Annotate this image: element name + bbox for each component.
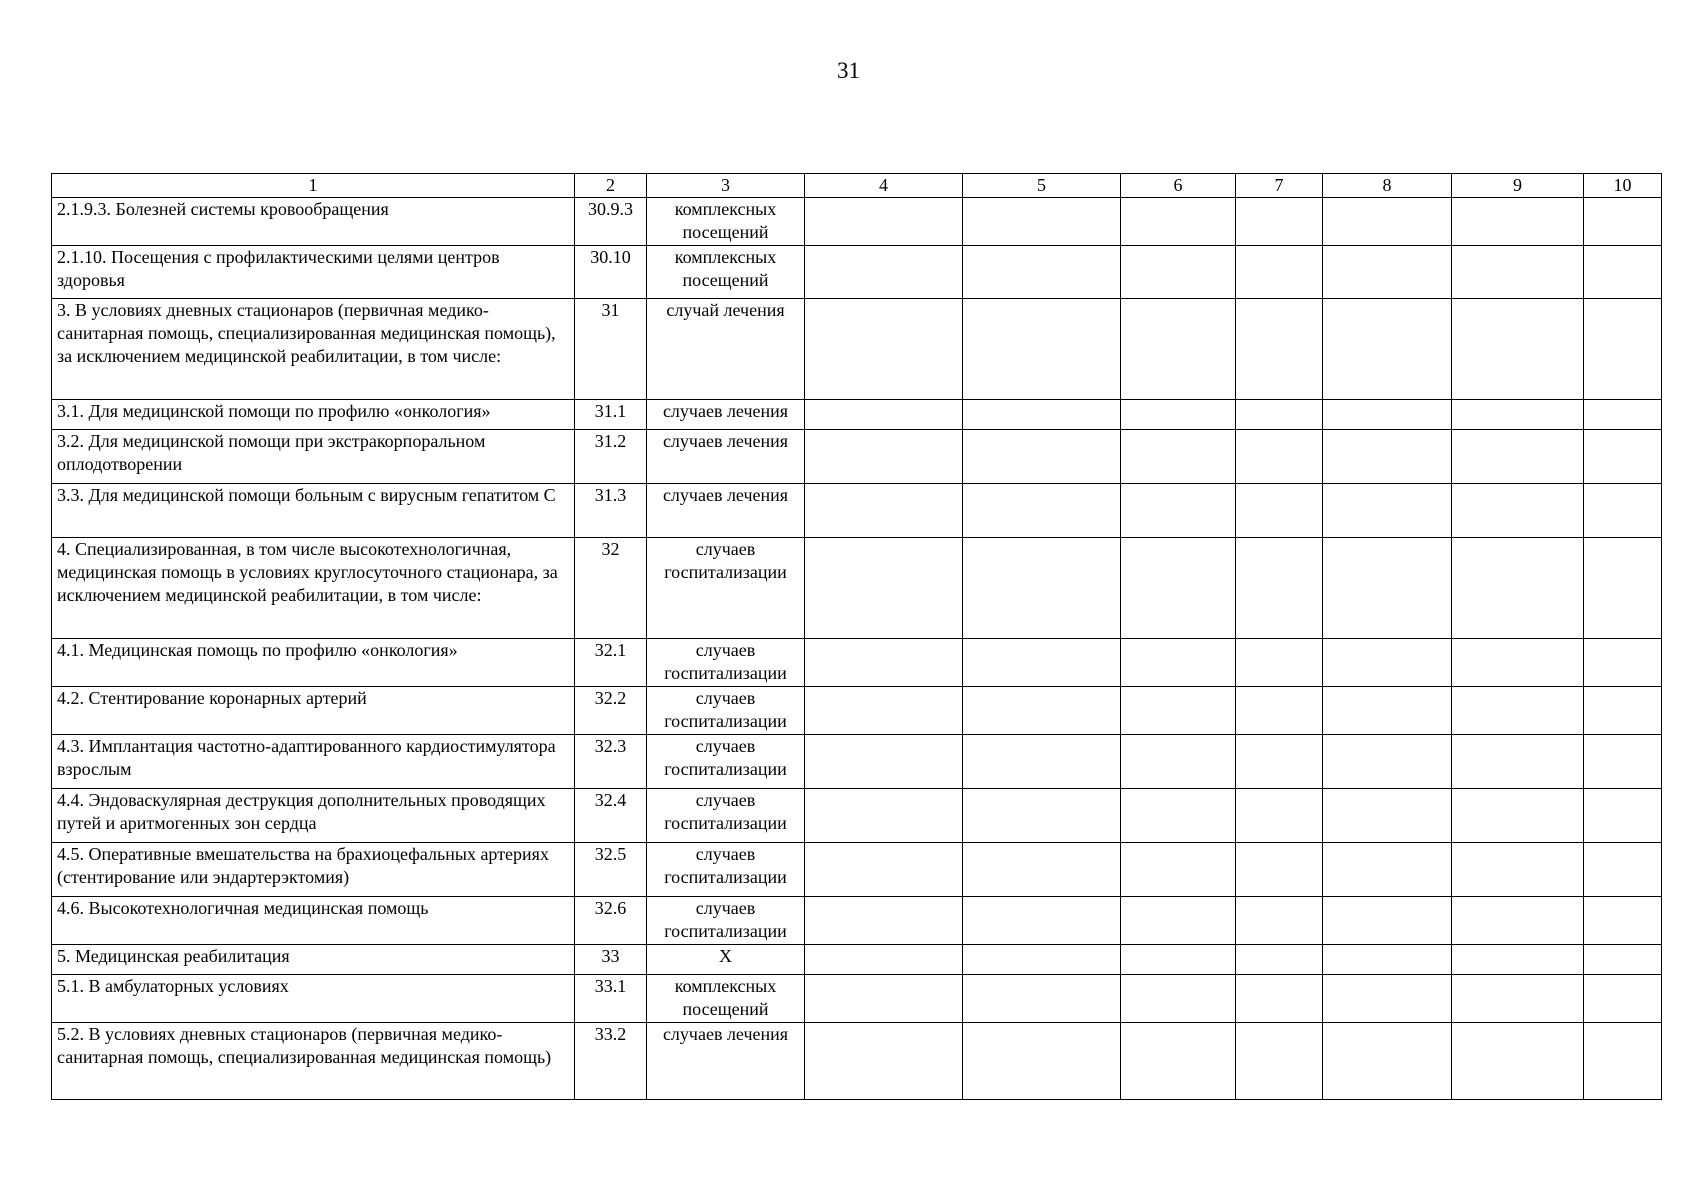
page-number: 31 — [837, 58, 860, 83]
value-cell — [963, 735, 1121, 789]
value-cell — [805, 299, 963, 400]
value-cell — [1323, 897, 1452, 945]
value-cell — [1236, 299, 1323, 400]
value-cell — [1121, 975, 1236, 1023]
value-cell — [1121, 639, 1236, 687]
value-cell — [1452, 639, 1584, 687]
table-row — [52, 789, 1662, 843]
value-cell — [1584, 897, 1662, 945]
unit-of-measure: случаев госпитализации — [647, 897, 805, 945]
value-cell — [1584, 945, 1662, 975]
value-cell — [1236, 975, 1323, 1023]
value-cell — [1584, 975, 1662, 1023]
value-cell — [1236, 843, 1323, 897]
value-cell — [805, 789, 963, 843]
unit-of-measure: комплексных посещений — [647, 198, 805, 246]
column-number: 1 — [52, 174, 575, 198]
value-cell — [1323, 735, 1452, 789]
table-row — [52, 1023, 1662, 1100]
indicator-name: 3.3. Для медицинской помощи больным с вирусным гепатитом С — [52, 484, 575, 538]
value-cell — [1584, 299, 1662, 400]
value-cell — [1236, 198, 1323, 246]
value-cell — [1452, 484, 1584, 538]
value-cell — [963, 897, 1121, 945]
unit-of-measure: случаев госпитализации — [647, 843, 805, 897]
value-cell — [805, 735, 963, 789]
value-cell — [1452, 538, 1584, 639]
indicator-name: 4. Специализированная, в том числе высокотехнологичная, медицинская помощь в условиях круглосуточного стационара, за исключением медицинской реабилитации, в том числе: — [52, 538, 575, 639]
value-cell — [1236, 246, 1323, 299]
column-number: 7 — [1236, 174, 1323, 198]
value-cell — [805, 843, 963, 897]
value-cell — [1452, 735, 1584, 789]
indicator-name: 4.5. Оперативные вмешательства на брахиоцефальных артериях (стентирование или эндартерэктомия) — [52, 843, 575, 897]
value-cell — [1584, 687, 1662, 735]
value-cell — [1584, 484, 1662, 538]
table-row — [52, 538, 1662, 639]
value-cell — [805, 945, 963, 975]
column-number-row — [52, 174, 1662, 198]
data-table — [51, 173, 1662, 1100]
column-number: 5 — [963, 174, 1121, 198]
value-cell — [963, 843, 1121, 897]
row-code: 30.10 — [575, 246, 647, 299]
column-number: 6 — [1121, 174, 1236, 198]
value-cell — [1323, 1023, 1452, 1100]
unit-of-measure: случаев лечения — [647, 400, 805, 430]
row-code: 31 — [575, 299, 647, 400]
unit-of-measure: комплексных посещений — [647, 246, 805, 299]
indicator-name: 2.1.9.3. Болезней системы кровообращения — [52, 198, 575, 246]
table-row — [52, 735, 1662, 789]
column-number: 10 — [1584, 174, 1662, 198]
row-code: 30.9.3 — [575, 198, 647, 246]
indicator-name: 4.2. Стентирование коронарных артерий — [52, 687, 575, 735]
value-cell — [1236, 1023, 1323, 1100]
value-cell — [1452, 843, 1584, 897]
value-cell — [1121, 246, 1236, 299]
indicator-name: 5. Медицинская реабилитация — [52, 945, 575, 975]
value-cell — [1323, 538, 1452, 639]
value-cell — [1236, 789, 1323, 843]
value-cell — [1584, 538, 1662, 639]
value-cell — [805, 687, 963, 735]
value-cell — [805, 430, 963, 484]
column-number: 8 — [1323, 174, 1452, 198]
value-cell — [1452, 687, 1584, 735]
table-row — [52, 843, 1662, 897]
value-cell — [1121, 735, 1236, 789]
value-cell — [1236, 639, 1323, 687]
row-code: 32.6 — [575, 897, 647, 945]
indicator-name: 4.1. Медицинская помощь по профилю «онкология» — [52, 639, 575, 687]
indicator-name: 2.1.10. Посещения с профилактическими целями центров здоровья — [52, 246, 575, 299]
value-cell — [1584, 843, 1662, 897]
value-cell — [963, 945, 1121, 975]
row-code: 32.5 — [575, 843, 647, 897]
value-cell — [1121, 843, 1236, 897]
value-cell — [1323, 198, 1452, 246]
value-cell — [805, 538, 963, 639]
table-row — [52, 299, 1662, 400]
indicator-name: 3.2. Для медицинской помощи при экстракорпоральном оплодотворении — [52, 430, 575, 484]
value-cell — [805, 246, 963, 299]
value-cell — [1452, 789, 1584, 843]
value-cell — [1584, 198, 1662, 246]
row-code: 31.2 — [575, 430, 647, 484]
unit-of-measure: случаев госпитализации — [647, 687, 805, 735]
value-cell — [1584, 400, 1662, 430]
value-cell — [1236, 687, 1323, 735]
value-cell — [805, 400, 963, 430]
table-row — [52, 246, 1662, 299]
value-cell — [1236, 735, 1323, 789]
value-cell — [1236, 897, 1323, 945]
table-row — [52, 400, 1662, 430]
row-code: 31.3 — [575, 484, 647, 538]
value-cell — [1452, 246, 1584, 299]
row-code: 33.1 — [575, 975, 647, 1023]
value-cell — [1323, 246, 1452, 299]
value-cell — [1323, 945, 1452, 975]
column-number: 2 — [575, 174, 647, 198]
value-cell — [1452, 975, 1584, 1023]
value-cell — [963, 430, 1121, 484]
value-cell — [963, 975, 1121, 1023]
unit-of-measure: Х — [647, 945, 805, 975]
value-cell — [963, 198, 1121, 246]
value-cell — [1452, 400, 1584, 430]
value-cell — [1236, 945, 1323, 975]
unit-of-measure: комплексных посещений — [647, 975, 805, 1023]
value-cell — [1452, 198, 1584, 246]
value-cell — [963, 538, 1121, 639]
indicator-name: 4.3. Имплантация частотно-адаптированного кардиостимулятора взрослым — [52, 735, 575, 789]
value-cell — [1323, 789, 1452, 843]
value-cell — [1584, 430, 1662, 484]
value-cell — [1121, 400, 1236, 430]
value-cell — [963, 299, 1121, 400]
row-code: 32.3 — [575, 735, 647, 789]
indicator-name: 4.6. Высокотехнологичная медицинская помощь — [52, 897, 575, 945]
unit-of-measure: случаев госпитализации — [647, 639, 805, 687]
value-cell — [1121, 538, 1236, 639]
value-cell — [963, 484, 1121, 538]
row-code: 32.4 — [575, 789, 647, 843]
value-cell — [1323, 975, 1452, 1023]
value-cell — [1452, 897, 1584, 945]
value-cell — [1121, 198, 1236, 246]
value-cell — [805, 198, 963, 246]
row-code: 32 — [575, 538, 647, 639]
value-cell — [805, 1023, 963, 1100]
table-row — [52, 484, 1662, 538]
table-row — [52, 430, 1662, 484]
value-cell — [963, 687, 1121, 735]
value-cell — [963, 1023, 1121, 1100]
value-cell — [1584, 639, 1662, 687]
row-code: 32.2 — [575, 687, 647, 735]
value-cell — [805, 975, 963, 1023]
value-cell — [1584, 735, 1662, 789]
value-cell — [1121, 484, 1236, 538]
value-cell — [1323, 299, 1452, 400]
column-number: 4 — [805, 174, 963, 198]
indicator-name: 5.2. В условиях дневных стационаров (первичная медико-санитарная помощь, специализированная медицинская помощь) — [52, 1023, 575, 1100]
column-number: 3 — [647, 174, 805, 198]
unit-of-measure: случаев лечения — [647, 430, 805, 484]
value-cell — [1121, 945, 1236, 975]
value-cell — [1236, 400, 1323, 430]
value-cell — [805, 639, 963, 687]
value-cell — [1121, 299, 1236, 400]
unit-of-measure: случаев госпитализации — [647, 735, 805, 789]
value-cell — [963, 400, 1121, 430]
column-number: 9 — [1452, 174, 1584, 198]
value-cell — [805, 897, 963, 945]
value-cell — [1323, 400, 1452, 430]
value-cell — [1323, 843, 1452, 897]
table-row — [52, 198, 1662, 246]
table-row — [52, 897, 1662, 945]
indicator-name: 4.4. Эндоваскулярная деструкция дополнительных проводящих путей и аритмогенных зон сердца — [52, 789, 575, 843]
value-cell — [1236, 484, 1323, 538]
row-code: 33.2 — [575, 1023, 647, 1100]
value-cell — [1584, 246, 1662, 299]
value-cell — [1121, 430, 1236, 484]
value-cell — [1121, 687, 1236, 735]
table-row — [52, 639, 1662, 687]
value-cell — [963, 639, 1121, 687]
value-cell — [1452, 299, 1584, 400]
value-cell — [1323, 639, 1452, 687]
value-cell — [1452, 430, 1584, 484]
value-cell — [1121, 789, 1236, 843]
value-cell — [1121, 1023, 1236, 1100]
value-cell — [1584, 789, 1662, 843]
indicator-name: 3.1. Для медицинской помощи по профилю «онкология» — [52, 400, 575, 430]
table-row — [52, 975, 1662, 1023]
value-cell — [1452, 1023, 1584, 1100]
indicator-name: 3. В условиях дневных стационаров (первичная медико-санитарная помощь, специализированная медицинская помощь), за исключением медицинской реабилитации, в том числе: — [52, 299, 575, 400]
value-cell — [963, 246, 1121, 299]
unit-of-measure: случаев лечения — [647, 484, 805, 538]
value-cell — [963, 789, 1121, 843]
value-cell — [1584, 1023, 1662, 1100]
unit-of-measure: случаев госпитализации — [647, 538, 805, 639]
row-code: 32.1 — [575, 639, 647, 687]
unit-of-measure: случаев лечения — [647, 1023, 805, 1100]
indicator-name: 5.1. В амбулаторных условиях — [52, 975, 575, 1023]
value-cell — [1452, 945, 1584, 975]
value-cell — [1323, 430, 1452, 484]
row-code: 31.1 — [575, 400, 647, 430]
unit-of-measure: случаев госпитализации — [647, 789, 805, 843]
value-cell — [1121, 897, 1236, 945]
value-cell — [1236, 430, 1323, 484]
value-cell — [805, 484, 963, 538]
table-row — [52, 687, 1662, 735]
value-cell — [1323, 687, 1452, 735]
table-row — [52, 945, 1662, 975]
row-code: 33 — [575, 945, 647, 975]
value-cell — [1236, 538, 1323, 639]
value-cell — [1323, 484, 1452, 538]
unit-of-measure: случай лечения — [647, 299, 805, 400]
